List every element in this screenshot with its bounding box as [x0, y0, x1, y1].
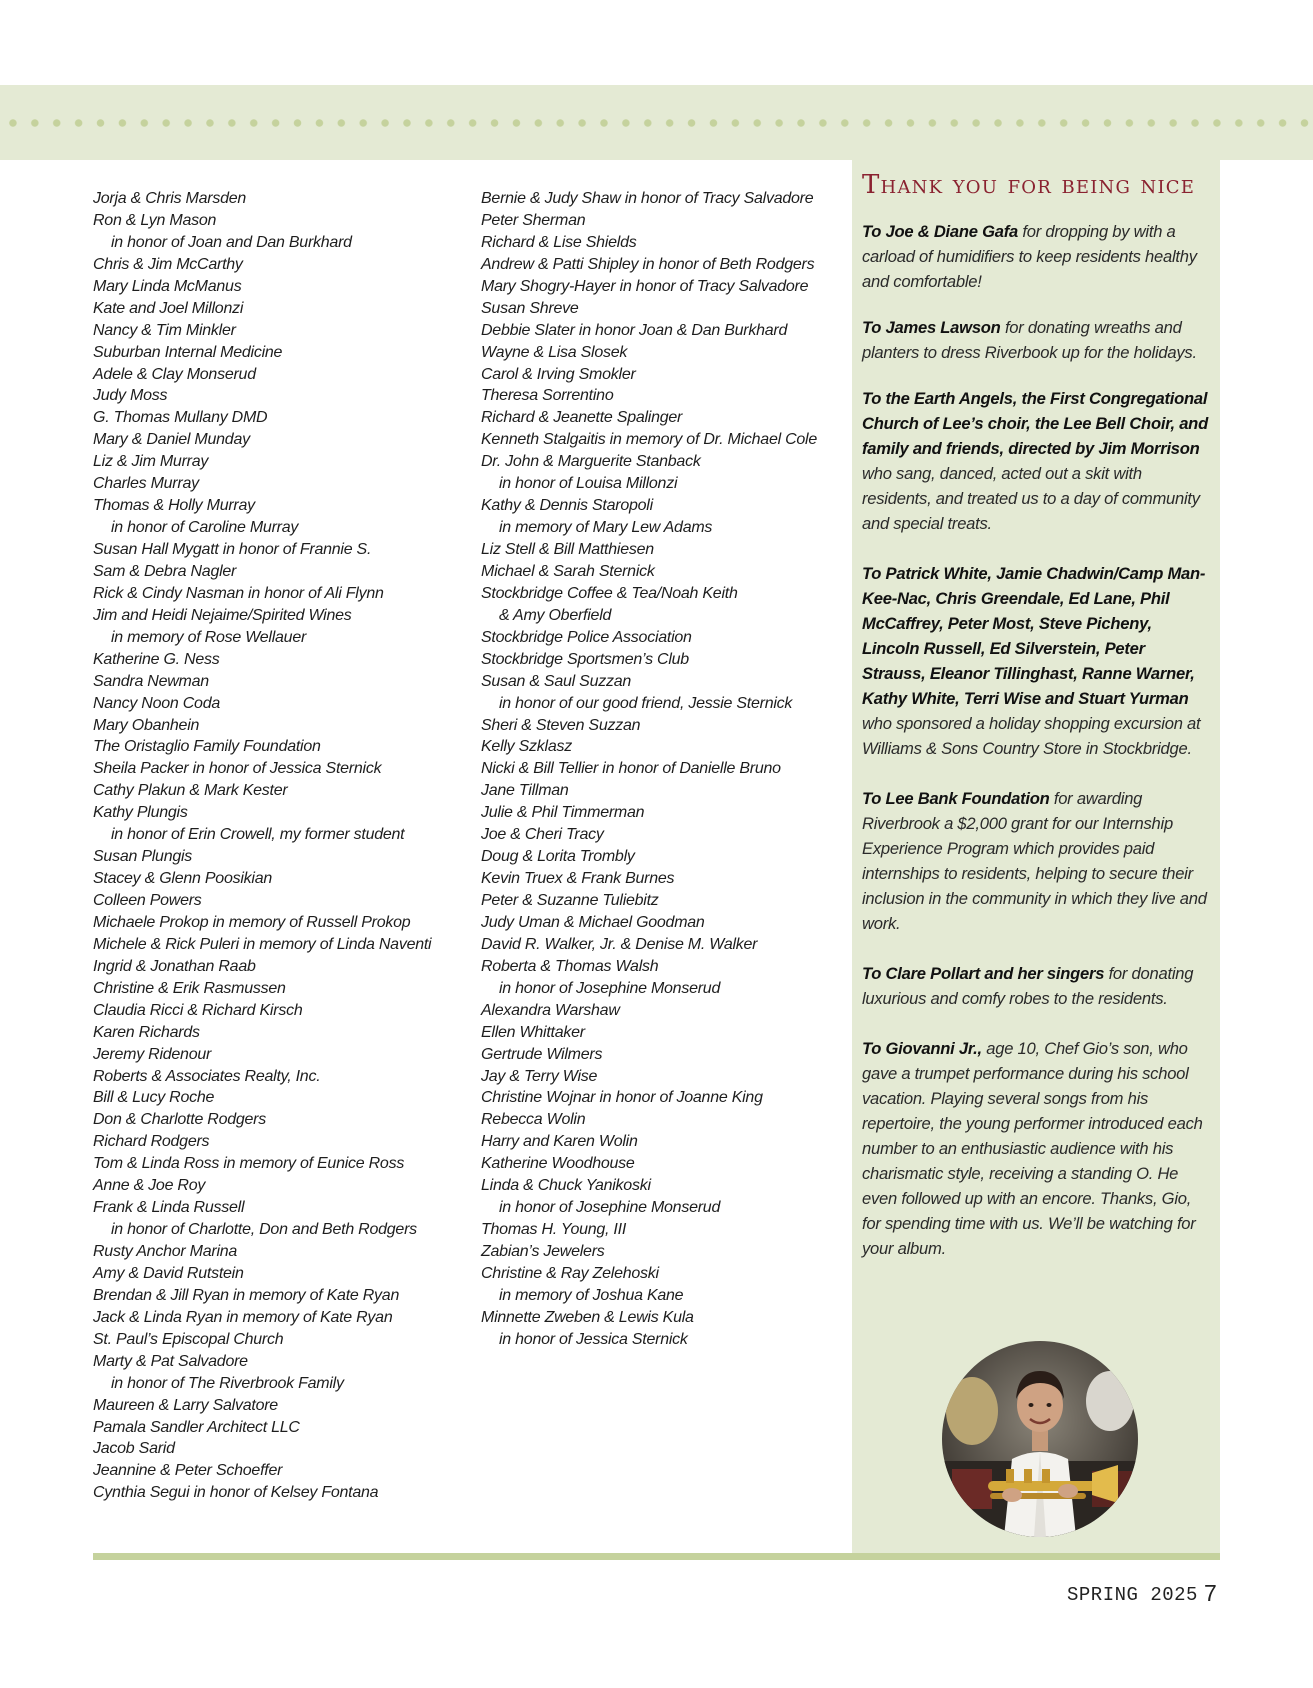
donor-name: Chris & Jim McCarthy	[93, 255, 243, 273]
donor-name: Judy Moss	[93, 387, 168, 405]
donor-name: Christine Wojnar in honor of Joanne King	[481, 1089, 763, 1107]
donor-dedication: in memory of Rose Wellauer	[111, 628, 307, 646]
giovanni-trumpet-photo	[942, 1341, 1138, 1537]
donor-name: Doug & Lorita Trombly	[481, 848, 635, 866]
donor-name: Ellen Whittaker	[481, 1023, 585, 1041]
donor-dedication: in honor of Charlotte, Don and Beth Rodgers	[111, 1221, 417, 1239]
thanks-text: who sponsored a holiday shopping excursion at Williams & Sons Country Store in Stockbridge.	[862, 714, 1201, 758]
thanks-recipient: To Patrick White, Jamie Chadwin/Camp Man-Kee-Nac, Chris Greendale, Ed Lane, Phil McCaffrey, Peter Most, Steve Picheny, Lincoln Russell, Ed Silverstein, Peter Strauss, Eleanor Tillinghast, Ranne Warner, Kathy White, Terri Wise and Stuart Yurman	[862, 564, 1206, 708]
donor-name: Bill & Lucy Roche	[93, 1089, 215, 1107]
donor-dedication: in honor of Josephine Monserud	[499, 1199, 721, 1217]
thanks-paragraph	[862, 561, 1212, 761]
donor-name: Kate and Joel Millonzi	[93, 299, 244, 317]
donor-name: Jorja & Chris Marsden	[93, 190, 247, 207]
thanks-text: who sang, danced, acted out a skit with residents, and treated us to a day of community and special treats.	[862, 464, 1200, 533]
donor-name: Minnette Zweben & Lewis Kula	[481, 1308, 694, 1326]
donor-name: Jane Tillman	[481, 782, 569, 800]
thanks-paragraph	[862, 386, 1212, 536]
donor-name: Kathy Plungis	[93, 804, 188, 822]
donor-name: Kevin Truex & Frank Burnes	[481, 870, 675, 888]
donor-name: Susan Plungis	[93, 848, 193, 866]
donor-name: Katherine Woodhouse	[481, 1155, 635, 1173]
donor-name: Mary & Daniel Munday	[93, 431, 250, 449]
donor-dedication: & Amy Oberfield	[499, 606, 612, 624]
donor-name: Dr. John & Marguerite Stanback	[481, 453, 701, 471]
donor-name: Roberts & Associates Realty, Inc.	[93, 1067, 321, 1085]
donor-name: Gertrude Wilmers	[481, 1045, 603, 1063]
thanks-paragraph	[862, 961, 1212, 1011]
donor-name: Ingrid & Jonathan Raab	[93, 957, 256, 975]
donor-name: Christine & Erik Rasmussen	[93, 979, 286, 997]
donor-name: Theresa Sorrentino	[481, 387, 614, 405]
donor-dedication: in honor of Joan and Dan Burkhard	[111, 233, 352, 251]
sidebar-title: Thank you for being nice	[862, 170, 1196, 200]
donor-name: Stacey & Glenn Poosikian	[93, 870, 272, 888]
thanks-recipient: To James Lawson	[862, 318, 1001, 337]
donor-name: Stockbridge Coffee & Tea/Noah Keith	[481, 584, 738, 602]
thanks-text: for dropping by with a carload of humidifiers to keep residents healthy and comfortable!	[862, 222, 1197, 291]
donor-name: Carol & Irving Smokler	[481, 365, 636, 383]
page-number: 7	[1204, 1580, 1217, 1606]
issue-season: SPRING 2025	[1067, 1584, 1198, 1606]
donor-name: Ron & Lyn Mason	[93, 211, 217, 229]
thanks-recipient: To the Earth Angels, the First Congregational Church of Lee’s choir, the Lee Bell Choir, and family and friends, directed by Jim Morrison	[862, 389, 1208, 458]
donor-list-column-2	[481, 188, 851, 1351]
donor-name: Claudia Ricci & Richard Kirsch	[93, 1001, 303, 1019]
donor-name: Kenneth Stalgaitis in memory of Dr. Michael Cole	[481, 431, 817, 449]
donor-name: Linda & Chuck Yanikoski	[481, 1177, 651, 1195]
donor-name: Peter Sherman	[481, 211, 586, 229]
donor-name: Susan Shreve	[481, 299, 579, 317]
donor-name: Michele & Rick Puleri in memory of Linda Naventi	[93, 935, 432, 953]
donor-name: Jim and Heidi Nejaime/Spirited Wines	[93, 606, 352, 624]
donor-name: St. Paul’s Episcopal Church	[93, 1330, 284, 1348]
donor-name: G. Thomas Mullany DMD	[93, 409, 268, 427]
donor-name: Thomas H. Young, III	[481, 1221, 627, 1239]
donor-name: Julie & Phil Timmerman	[481, 804, 645, 822]
donor-name: Brendan & Jill Ryan in memory of Kate Ryan	[93, 1286, 400, 1304]
donor-name: Liz & Jim Murray	[93, 453, 209, 471]
donor-name: Nancy Noon Coda	[93, 694, 220, 712]
donor-name: Stockbridge Police Association	[481, 628, 692, 646]
donor-name: Sheila Packer in honor of Jessica Sternick	[93, 760, 382, 778]
donor-name: Jay & Terry Wise	[481, 1067, 598, 1085]
donor-name: Rick & Cindy Nasman in honor of Ali Flynn	[93, 584, 384, 602]
sidebar-body	[862, 219, 1212, 1282]
thanks-paragraph	[862, 219, 1212, 294]
donor-name: Amy & David Rutstein	[93, 1264, 244, 1282]
donor-name: Cathy Plakun & Mark Kester	[93, 782, 288, 800]
donor-name: Bernie & Judy Shaw in honor of Tracy Salvadore	[481, 190, 814, 207]
donor-name: Rusty Anchor Marina	[93, 1243, 238, 1260]
donor-name: Adele & Clay Monserud	[93, 365, 256, 383]
donor-dedication: in honor of our good friend, Jessie Sternick	[499, 694, 793, 712]
donor-name: Katherine G. Ness	[93, 650, 220, 668]
donor-name: Sam & Debra Nagler	[93, 562, 237, 580]
thanks-paragraph	[862, 786, 1212, 936]
donor-name: Jack & Linda Ryan in memory of Kate Ryan	[93, 1308, 393, 1326]
donor-name: Peter & Suzanne Tuliebitz	[481, 892, 659, 909]
donor-name: Karen Richards	[93, 1023, 200, 1041]
donor-name: Sheri & Steven Suzzan	[481, 716, 641, 734]
donor-name: Alexandra Warshaw	[481, 1001, 620, 1019]
donor-dedication: in honor of Jessica Sternick	[499, 1330, 688, 1348]
donor-name: Don & Charlotte Rodgers	[93, 1111, 267, 1129]
donor-dedication: in honor of Erin Crowell, my former student	[111, 826, 405, 844]
donor-name: Christine & Ray Zelehoski	[481, 1264, 659, 1282]
donor-name: Jacob Sarid	[93, 1440, 175, 1458]
donor-name: Michael & Sarah Sternick	[481, 562, 655, 580]
thanks-text: for donating wreaths and planters to dress Riverbook up for the holidays.	[862, 318, 1197, 362]
donor-name: The Oristaglio Family Foundation	[93, 738, 321, 756]
donor-name: Susan Hall Mygatt in honor of Frannie S.	[93, 541, 372, 558]
donor-name: Colleen Powers	[93, 892, 202, 909]
thanks-paragraph	[862, 315, 1212, 365]
donor-dedication: in memory of Mary Lew Adams	[499, 519, 713, 537]
donor-name: Tom & Linda Ross in memory of Eunice Ross	[93, 1155, 405, 1173]
donor-name: Liz Stell & Bill Matthiesen	[481, 541, 654, 558]
thanks-text: for donating luxurious and comfy robes to the residents.	[862, 964, 1194, 1008]
donor-name: Joe & Cheri Tracy	[481, 826, 604, 844]
donor-name: Stockbridge Sportsmen’s Club	[481, 650, 689, 668]
donor-name: Marty & Pat Salvadore	[93, 1352, 248, 1370]
donor-name: Nicki & Bill Tellier in honor of Danielle Bruno	[481, 760, 781, 778]
donor-name: Susan & Saul Suzzan	[481, 672, 632, 690]
thanks-text: age 10, Chef Gio’s son, who gave a trumpet performance during his school vacation. Playing several songs from his repertoire, the young performer introduced each number to an enthusiastic audience with his charismatic style, receiving a standing O. He even followed up with an encore. Thanks, Gio, for spending time with us. We’ll be watching for your album.	[862, 1039, 1203, 1258]
donor-name: Mary Shogry-Hayer in honor of Tracy Salvadore	[481, 277, 809, 295]
donor-name: Debbie Slater in honor Joan & Dan Burkhard	[481, 321, 788, 339]
donor-name: Harry and Karen Wolin	[481, 1133, 638, 1151]
donor-name: Richard & Lise Shields	[481, 233, 637, 251]
thanks-recipient: To Joe & Diane Gafa	[862, 222, 1019, 241]
donor-name: David R. Walker, Jr. & Denise M. Walker	[481, 935, 758, 953]
donor-name: Charles Murray	[93, 475, 199, 493]
donor-list-column-1	[93, 188, 463, 1504]
thank-you-sidebar	[852, 160, 1220, 1555]
thanks-recipient: To Lee Bank Foundation	[862, 789, 1050, 808]
thanks-recipient: To Giovanni Jr.,	[862, 1039, 982, 1058]
donor-name: Jeremy Ridenour	[93, 1045, 212, 1063]
donor-name: Mary Obanhein	[93, 716, 200, 734]
donor-name: Wayne & Lisa Slosek	[481, 343, 628, 361]
donor-name: Michaele Prokop in memory of Russell Prokop	[93, 913, 411, 931]
donor-name: Pamala Sandler Architect LLC	[93, 1418, 300, 1436]
donor-name: Maureen & Larry Salvatore	[93, 1396, 278, 1414]
donor-name: Andrew & Patti Shipley in honor of Beth Rodgers	[481, 255, 815, 273]
donor-name: Nancy & Tim Minkler	[93, 321, 236, 339]
donor-name: Roberta & Thomas Walsh	[481, 957, 659, 975]
donor-name: Richard Rodgers	[93, 1133, 210, 1151]
donor-name: Thomas & Holly Murray	[93, 497, 255, 515]
donor-name: Anne & Joe Roy	[93, 1177, 206, 1195]
donor-name: Zabian’s Jewelers	[481, 1243, 605, 1260]
donor-name: Suburban Internal Medicine	[93, 343, 283, 361]
donor-dedication: in honor of Caroline Murray	[111, 519, 299, 537]
donor-dedication: in memory of Joshua Kane	[499, 1286, 684, 1304]
donor-dedication: in honor of The Riverbrook Family	[111, 1374, 344, 1392]
donor-name: Rebecca Wolin	[481, 1111, 586, 1129]
donor-name: Sandra Newman	[93, 672, 209, 690]
thanks-paragraph	[862, 1036, 1212, 1261]
donor-name: Jeannine & Peter Schoeffer	[93, 1462, 283, 1480]
footer-rule	[93, 1553, 1220, 1560]
donor-name: Frank & Linda Russell	[93, 1199, 245, 1217]
donor-name: Mary Linda McManus	[93, 277, 242, 295]
donor-name: Richard & Jeanette Spalinger	[481, 409, 683, 427]
thanks-text: for awarding Riverbrook a $2,000 grant for our Internship Experience Program which provides paid internships to residents, helping to secure their inclusion in the community in which they live and work.	[862, 789, 1207, 933]
donor-name: Judy Uman & Michael Goodman	[481, 913, 705, 931]
donor-name: Kelly Szklasz	[481, 738, 572, 756]
thanks-recipient: To Clare Pollart and her singers	[862, 964, 1105, 983]
dotted-border	[0, 115, 1313, 131]
donor-name: Cynthia Segui in honor of Kelsey Fontana	[93, 1484, 379, 1502]
donor-dedication: in honor of Louisa Millonzi	[499, 475, 678, 493]
donor-dedication: in honor of Josephine Monserud	[499, 979, 721, 997]
donor-name: Kathy & Dennis Staropoli	[481, 497, 653, 515]
